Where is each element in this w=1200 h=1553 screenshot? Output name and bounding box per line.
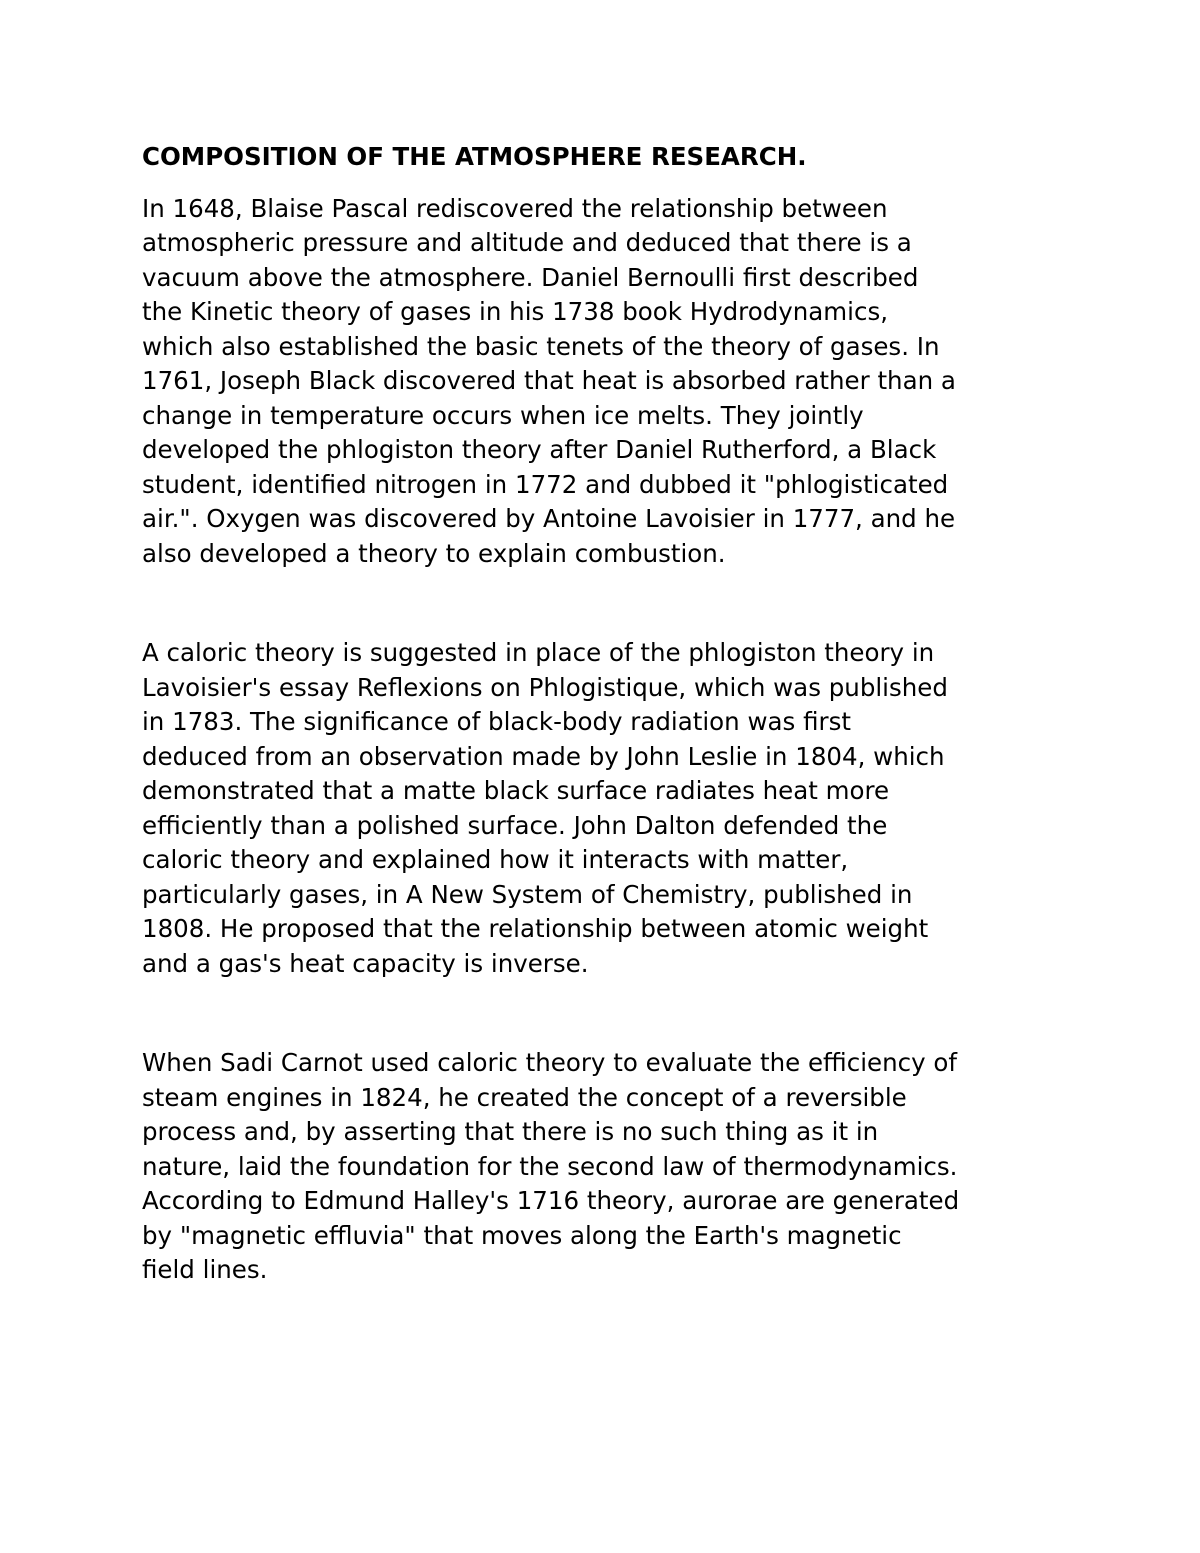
text-line: change in temperature occurs when ice melts. They jointly <box>142 400 864 430</box>
text-line: When Sadi Carnot used caloric theory to evaluate the efficiency of <box>142 1048 957 1077</box>
text-line: also developed a theory to explain combustion. <box>142 538 726 568</box>
text-line: According to Edmund Halley's 1716 theory, aurorae are generated <box>142 1186 960 1215</box>
text-line: the Kinetic theory of gases in his 1738 book Hydrodynamics, <box>142 297 888 326</box>
text-line: In 1648, Blaise Pascal rediscovered the relationship between <box>142 193 888 223</box>
text-line: caloric theory and explained how it interacts with matter, <box>142 845 849 874</box>
text-line: efficiently than a polished surface. John Dalton defended the <box>142 810 888 840</box>
text-line: air.". Oxygen was discovered by Antoine Lavoisier in 1777, and he <box>142 504 956 533</box>
text-line: in 1783. The significance of black-body radiation was first <box>142 707 851 736</box>
text-line: by "magnetic effluvia" that moves along the Earth's magnetic <box>142 1220 902 1250</box>
paragraph-1 <box>142 192 1082 572</box>
text-line: which also established the basic tenets of the theory of gases. In <box>142 331 940 361</box>
text-line: nature, laid the foundation for the second law of thermodynamics. <box>142 1151 958 1181</box>
text-line: A caloric theory is suggested in place of the phlogiston theory in <box>142 638 935 667</box>
text-line: Lavoisier's essay Reflexions on Phlogistique, which was published <box>142 672 948 702</box>
text-line: 1808. He proposed that the relationship between atomic weight <box>142 914 929 943</box>
text-line: steam engines in 1824, he created the concept of a reversible <box>142 1082 907 1112</box>
text-line: vacuum above the atmosphere. Daniel Bernoulli first described <box>142 262 919 292</box>
text-line: student, identified nitrogen in 1772 and dubbed it "phlogisticated <box>142 469 949 499</box>
document-body <box>142 140 1082 1288</box>
document-title: COMPOSITION OF THE ATMOSPHERE RESEARCH. <box>142 142 807 171</box>
text-line: 1761, Joseph Black discovered that heat is absorbed rather than a <box>142 366 956 395</box>
text-line: and a gas's heat capacity is inverse. <box>142 948 589 978</box>
text-line: field lines. <box>142 1255 268 1284</box>
text-line: developed the phlogiston theory after Daniel Rutherford, a Black <box>142 435 937 464</box>
text-line: deduced from an observation made by John Leslie in 1804, which <box>142 741 945 771</box>
text-line: demonstrated that a matte black surface radiates heat more <box>142 776 890 805</box>
paragraph-2 <box>142 636 1082 981</box>
text-line: particularly gases, in A New System of Chemistry, published in <box>142 879 913 909</box>
text-line: atmospheric pressure and altitude and deduced that there is a <box>142 228 912 257</box>
text-line: process and, by asserting that there is no such thing as it in <box>142 1117 879 1146</box>
paragraph-3 <box>142 1046 1082 1288</box>
